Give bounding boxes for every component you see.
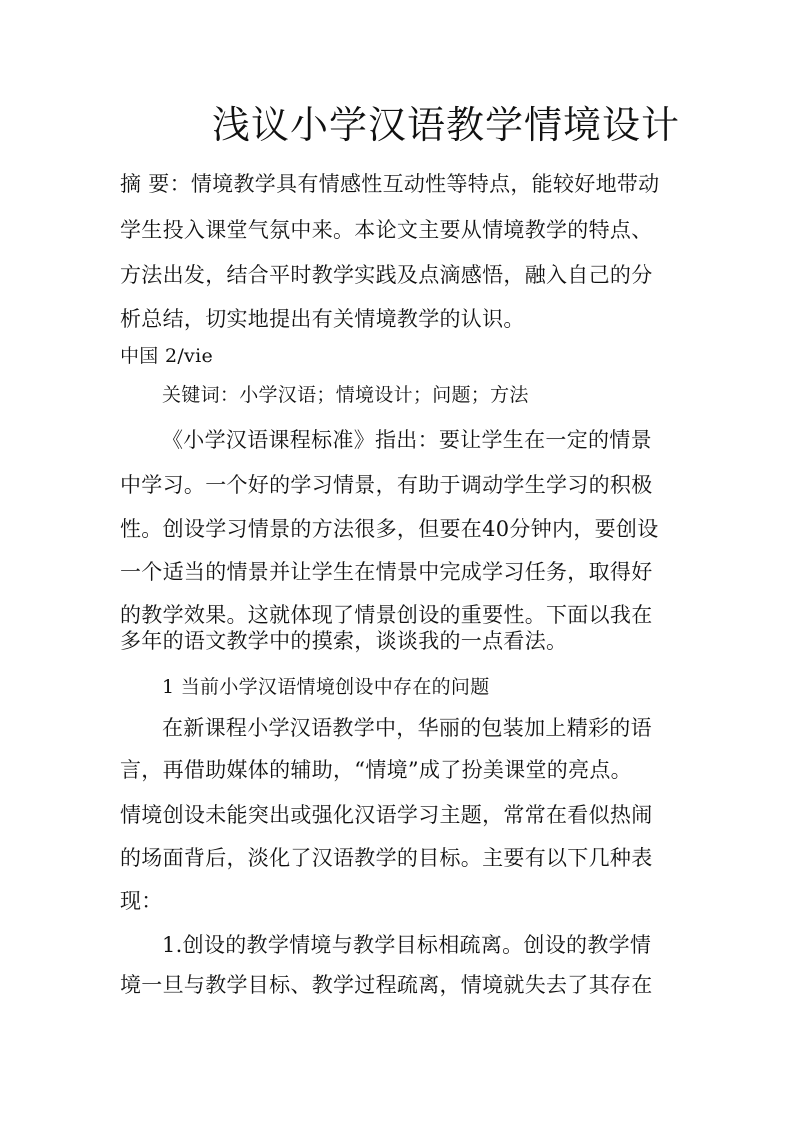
body-line: 的教学效果。这就体现了情景创设的重要性。下面以我在 (120, 603, 653, 627)
page-title: 浅议小学汉语教学情境设计 (212, 103, 681, 147)
abstract-line: 摘 要：情境教学具有情感性互动性等特点，能较好地带动 (120, 172, 660, 196)
body-line: 言，再借助媒体的辅助，“情境”成了扮美课堂的亮点。 (120, 758, 632, 782)
body-line: 的场面背后，淡化了汉语教学的目标。主要有以下几种表 (120, 846, 653, 870)
abstract-line: 方法出发，结合平时教学实践及点滴感悟，融入自己的分 (120, 263, 653, 287)
source-line: 中国 2/vie (120, 345, 213, 367)
body-line: 《小学汉语课程标准》指出：要让学生在一定的情景 (162, 428, 652, 452)
body-line: 情境创设未能突出或强化汉语学习主题，常常在看似热闹 (120, 803, 653, 827)
keywords-line: 关键词：小学汉语；情境设计；问题；方法 (162, 384, 529, 406)
body-line: 境一旦与教学目标、教学过程疏离，情境就失去了其存在 (120, 973, 653, 997)
body-line: 1.创设的教学情境与教学目标相疏离。创设的教学情 (162, 933, 652, 957)
body-line: 性。创设学习情景的方法很多，但要在40分钟内，要创设 (120, 517, 659, 541)
body-line: 一个适当的情景并让学生在情景中完成学习任务，取得好 (120, 560, 653, 584)
body-line: 中学习。一个好的学习情景，有助于调动学生学习的积极 (120, 473, 653, 497)
abstract-line: 析总结，切实地提出有关情境教学的认识。 (120, 307, 525, 331)
body-line: 多年的语文教学中的摸索，谈谈我的一点看法。 (120, 629, 568, 653)
abstract-line: 学生投入课堂气氛中来。本论文主要从情境教学的特点、 (120, 218, 653, 242)
body-line: 现： (120, 889, 163, 913)
section-heading: 1 当前小学汉语情境创设中存在的问题 (162, 676, 490, 698)
body-line: 在新课程小学汉语教学中，华丽的包装加上精彩的语 (162, 716, 652, 740)
